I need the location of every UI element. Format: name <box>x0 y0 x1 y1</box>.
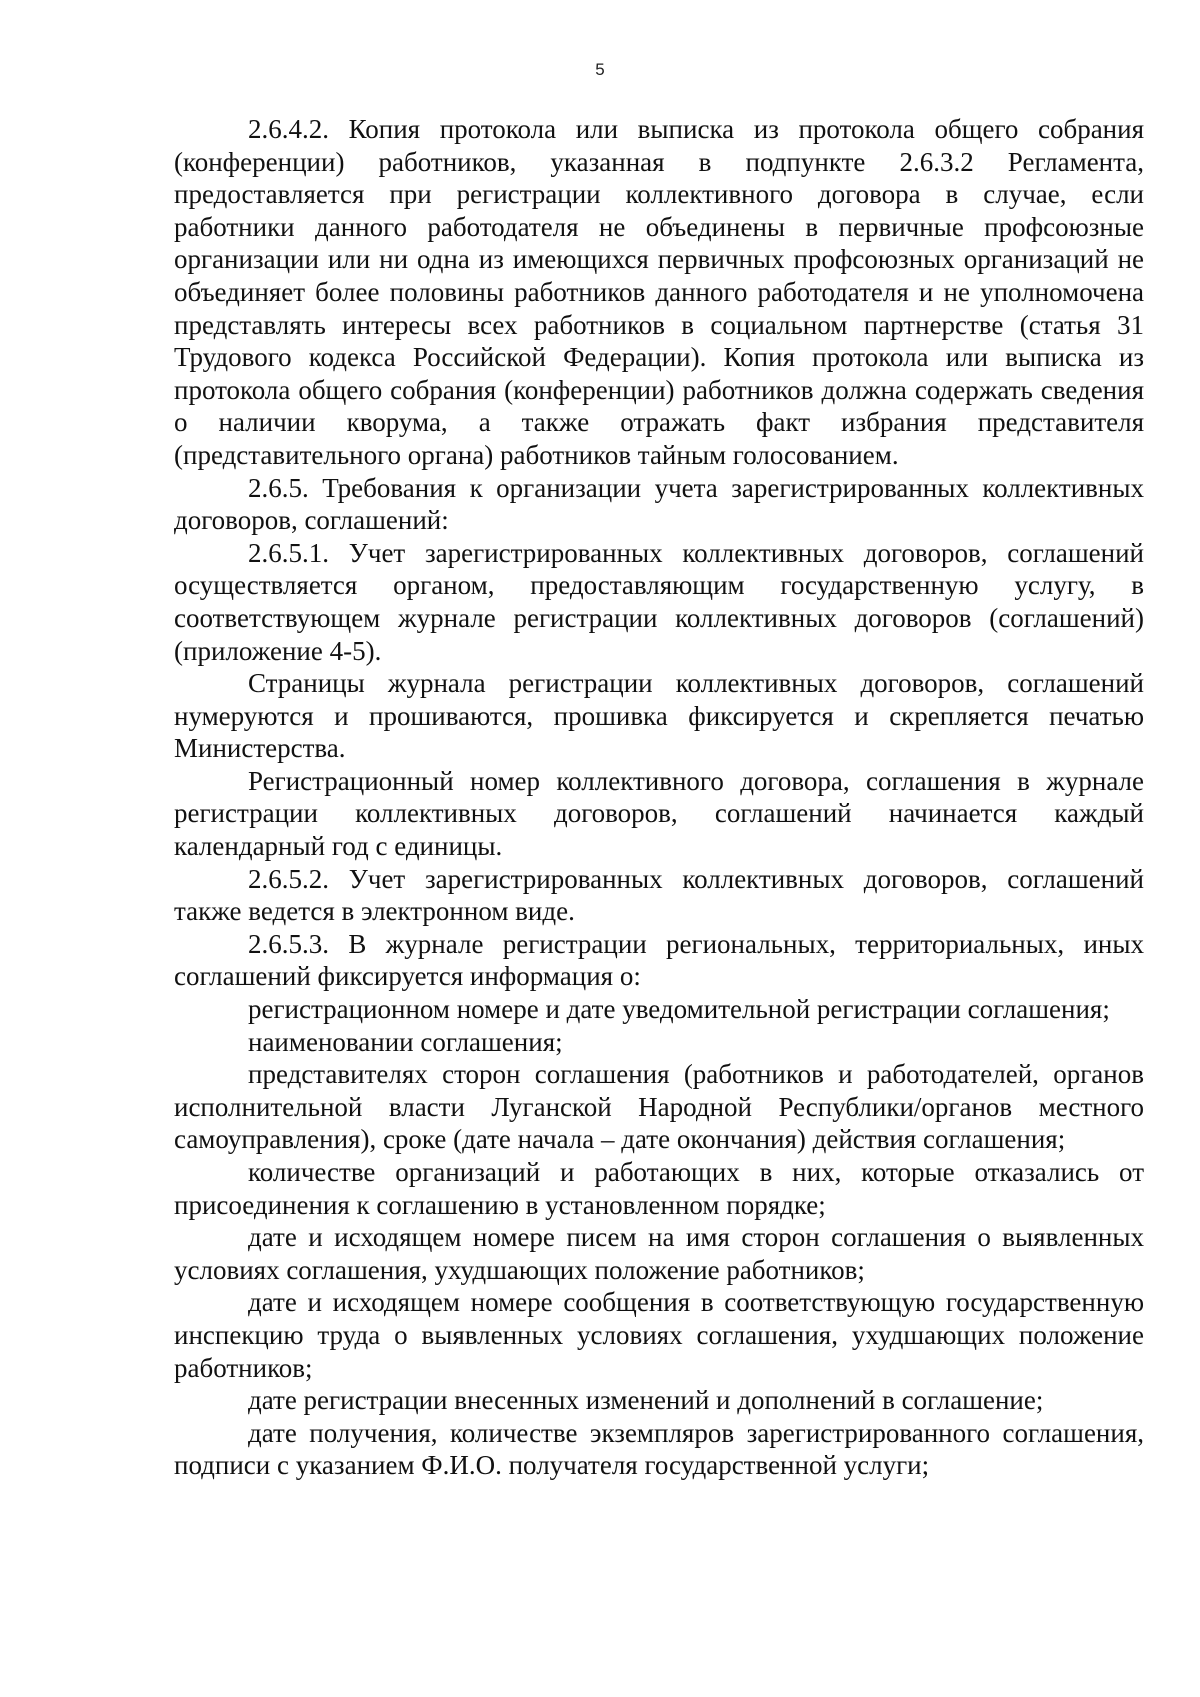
document-body <box>174 113 1144 1482</box>
list-item-organizations-count: количестве организаций и работающих в них, которые отказались от присоединения к соглашению в установленном порядке; <box>174 1157 1144 1220</box>
paragraph-2-6-5-1: 2.6.5.1. Учет зарегистрированных коллективных договоров, соглашений осуществляется органом, предоставляющим государственную услугу, в соответствующем журнале регистрации коллективных договоров (соглашений) (приложение 4-5). <box>174 537 1144 666</box>
paragraph-2-6-5: 2.6.5. Требования к организации учета зарегистрированных коллективных договоров, соглашений: <box>174 472 1144 536</box>
paragraph-registration-number: Регистрационный номер коллективного договора, соглашения в журнале регистрации коллективных договоров, соглашений начинается каждый календарный год с единицы. <box>174 765 1144 862</box>
paragraph-journal-pages: Страницы журнала регистрации коллективных договоров, соглашений нумеруются и прошиваются, прошивка фиксируется и скрепляется печатью Министерства. <box>174 668 1144 764</box>
list-item-amendments-date: дате регистрации внесенных изменений и дополнений в соглашение; <box>248 1385 1044 1416</box>
page-number: 5 <box>595 60 605 79</box>
list-item-labor-inspection-message: дате и исходящем номере сообщения в соответствующую государственную инспекцию труда о выявленных условиях соглашения, ухудшающих положение работников; <box>174 1287 1144 1383</box>
list-item-party-representatives: представителях сторон соглашения (работников и работодателей, органов исполнительной власти Луганской Народной Республики/органов местного самоуправления), сроке (дате начала – дате окончания) действия соглашения; <box>174 1059 1144 1155</box>
list-item-receipt-details: дате получения, количестве экземпляров зарегистрированного соглашения, подписи с указанием Ф.И.О. получателя государственной услуги; <box>174 1417 1144 1481</box>
paragraph-2-6-5-3: 2.6.5.3. В журнале регистрации региональных, территориальных, иных соглашений фиксируется информация о: <box>174 928 1144 992</box>
list-item-letters-to-parties: дате и исходящем номере писем на имя сторон соглашения о выявленных условиях соглашения, ухудшающих положение работников; <box>174 1222 1144 1285</box>
paragraph-2-6-4-2: 2.6.4.2. Копия протокола или выписка из протокола общего собрания (конференции) работников, указанная в подпункте 2.6.3.2 Регламента, предоставляется при регистрации коллективного договора в случае, если работники данного работодателя не объединены в первичные профсоюзные организации или ни одна из имеющихся первичных профсоюзных организаций не объединяет более половины работников данного работодателя и не уполномочена представлять интересы всех работников в социальном партнерстве (статья 31 Трудового кодекса Российской Федерации). Копия протокола или выписка из протокола общего собрания (конференции) работников должна содержать сведения о наличии кворума, а также отражать факт избрания представителя (представительного органа) работников тайным голосованием. <box>174 114 1144 470</box>
list-item-registration-number: регистрационном номере и дате уведомительной регистрации соглашения; <box>248 994 1110 1025</box>
paragraph-2-6-5-2: 2.6.5.2. Учет зарегистрированных коллективных договоров, соглашений также ведется в электронном виде. <box>174 863 1144 927</box>
list-item-agreement-name: наименовании соглашения; <box>248 1026 563 1057</box>
